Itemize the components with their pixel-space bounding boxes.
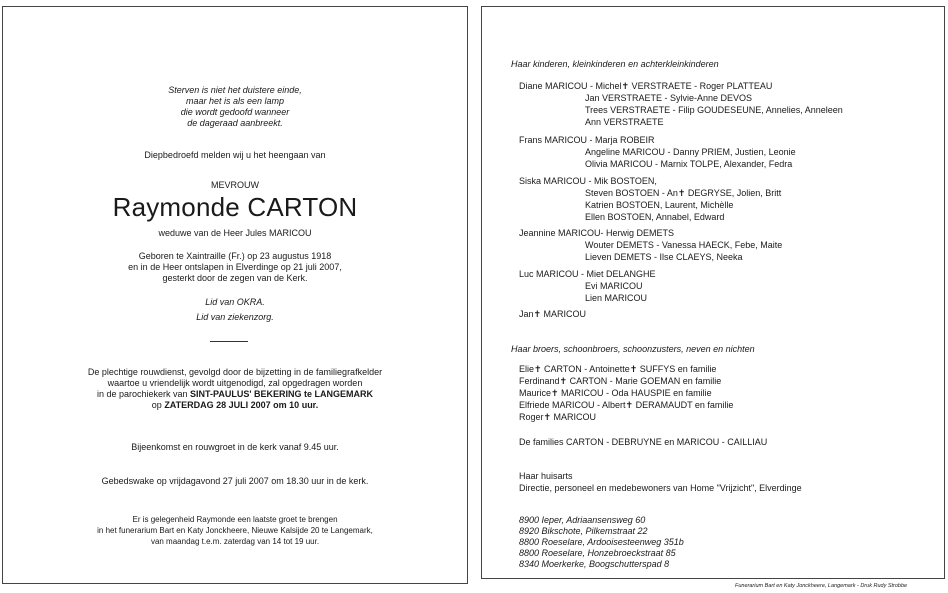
family-member: Ellen BOSTOEN, Annabel, Edward	[585, 212, 725, 222]
doctor-line: Haar huisarts	[519, 471, 573, 481]
address-line: 8800 Roeselare, Honzebroeckstraat 85	[519, 548, 676, 558]
poem-line: die wordt gedoofd wanneer	[180, 107, 290, 117]
sibling-line: Maurice✝ MARICOU - Oda HAUSPIE en familie	[519, 388, 712, 398]
service-line: waartoe u vriendelijk wordt uitgenodigd, zal opgedragen worden	[107, 378, 363, 388]
family-head: Diane MARICOU - Michel✝ VERSTRAETE - Roger PLATTEAU	[519, 81, 773, 91]
family-member: Ann VERSTRAETE	[585, 117, 664, 127]
families-line: De families CARTON - DEBRUYNE en MARICOU - CAILLIAU	[519, 437, 768, 447]
vigil: Gebedswake op vrijdagavond 27 juli 2007 om 18.30 uur in de kerk.	[101, 476, 369, 486]
family-member: Angeline MARICOU - Danny PRIEM, Justien, Leonie	[585, 147, 796, 157]
dates-line: en in de Heer ontslapen in Elverdinge op 21 juli 2007,	[128, 262, 342, 272]
family-member: Lieven DEMETS - Ilse CLAEYS, Neeka	[585, 252, 743, 262]
siblings-heading: Haar broers, schoonbroers, schoonzusters, neven en nichten	[511, 344, 755, 354]
service-line: De plechtige rouwdienst, gevolgd door de bijzetting in de familiegrafkelder	[87, 367, 383, 377]
children-heading: Haar kinderen, kleinkinderen en achterkleinkinderen	[511, 59, 719, 69]
sibling-line: Elie✝ CARTON - Antoinette✝ SUFFYS en familie	[519, 364, 717, 374]
membership: Lid van ziekenzorg.	[196, 312, 274, 322]
poem-line: Sterven is niet het duistere einde,	[168, 85, 302, 95]
divider	[210, 341, 248, 342]
poem-line: maar het is als een lamp	[185, 96, 285, 106]
widow-line: weduwe van de Heer Jules MARICOU	[158, 228, 312, 238]
family-member: Wouter DEMETS - Vanessa HAECK, Febe, Maite	[585, 240, 783, 250]
family-member: Lien MARICOU	[585, 293, 648, 303]
family-head: Siska MARICOU - Mik BOSTOEN,	[519, 176, 657, 186]
poem-line: de dageraad aanbreekt.	[187, 118, 283, 128]
home-line: Directie, personeel en medebewoners van Home "Vrijzicht", Elverdinge	[519, 483, 802, 493]
left-page	[2, 6, 468, 584]
family-head: Jeannine MARICOU- Herwig DEMETS	[519, 228, 675, 238]
sibling-line: Ferdinand✝ CARTON - Marie GOEMAN en familie	[519, 376, 722, 386]
family-member: Katrien BOSTOEN, Laurent, Michèlle	[585, 200, 734, 210]
family-head: Frans MARICOU - Marja ROBEIR	[519, 135, 655, 145]
family-member: Evi MARICOU	[585, 281, 643, 291]
farewell-line: in het funerarium Bart en Katy Jonckheere, Nieuwe Kalsijde 20 te Langemark,	[97, 526, 373, 535]
dates-line: Geboren te Xaintraille (Fr.) op 23 augustus 1918	[138, 251, 332, 261]
address-line: 8340 Moerkerke, Boogschutterspad 8	[519, 559, 670, 569]
family-member: Jan VERSTRAETE - Sylvie-Anne DEVOS	[585, 93, 753, 103]
church-name: SINT-PAULUS' BEKERING te LANGEMARK	[190, 389, 374, 399]
family-member: Trees VERSTRAETE - Filip GOUDESEUNE, Annelies, Anneleen	[585, 105, 843, 115]
farewell-line: Er is gelegenheid Raymonde een laatste groet te brengen	[132, 515, 338, 524]
sibling-line: Roger✝ MARICOU	[519, 412, 597, 422]
address-line: 8800 Roeselare, Ardooisesteenweg 351b	[519, 537, 684, 547]
service-date: ZATERDAG 28 JULI 2007 om 10 uur.	[164, 400, 319, 410]
dates-line: gesterkt door de zegen van de Kerk.	[162, 273, 308, 283]
family-member: Olivia MARICOU - Marnix TOLPE, Alexander, Fedra	[585, 159, 793, 169]
deceased-name: Raymonde CARTON	[112, 192, 358, 222]
family-head: Jan✝ MARICOU	[519, 309, 587, 319]
family-head: Luc MARICOU - Miet DELANGHE	[519, 269, 656, 279]
service-text: in de parochiekerk van	[96, 389, 191, 399]
sibling-line: Elfriede MARICOU - Albert✝ DERAMAUDT en familie	[519, 400, 734, 410]
announcement: Diepbedroefd melden wij u het heengaan van	[144, 150, 326, 160]
service-text: op	[151, 400, 165, 410]
address-line: 8900 Ieper, Adriaansensweg 60	[519, 515, 646, 525]
gathering: Bijeenkomst en rouwgroet in de kerk vanaf 9.45 uur.	[131, 442, 339, 452]
service-line	[3, 400, 467, 411]
title: MEVROUW	[211, 180, 259, 190]
right-page	[481, 6, 945, 579]
membership: Lid van OKRA.	[205, 297, 265, 307]
family-member: Steven BOSTOEN - An✝ DEGRYSE, Jolien, Britt	[585, 188, 782, 198]
service-line	[3, 389, 467, 400]
address-line: 8920 Bikschote, Pilkemstraat 22	[519, 526, 648, 536]
farewell-line: van maandag t.e.m. zaterdag van 14 tot 19 uur.	[150, 537, 320, 546]
printer-footer: Funerarium Bart en Katy Jonckheere, Langemark - Druk Rudy Strobbe	[735, 583, 908, 589]
